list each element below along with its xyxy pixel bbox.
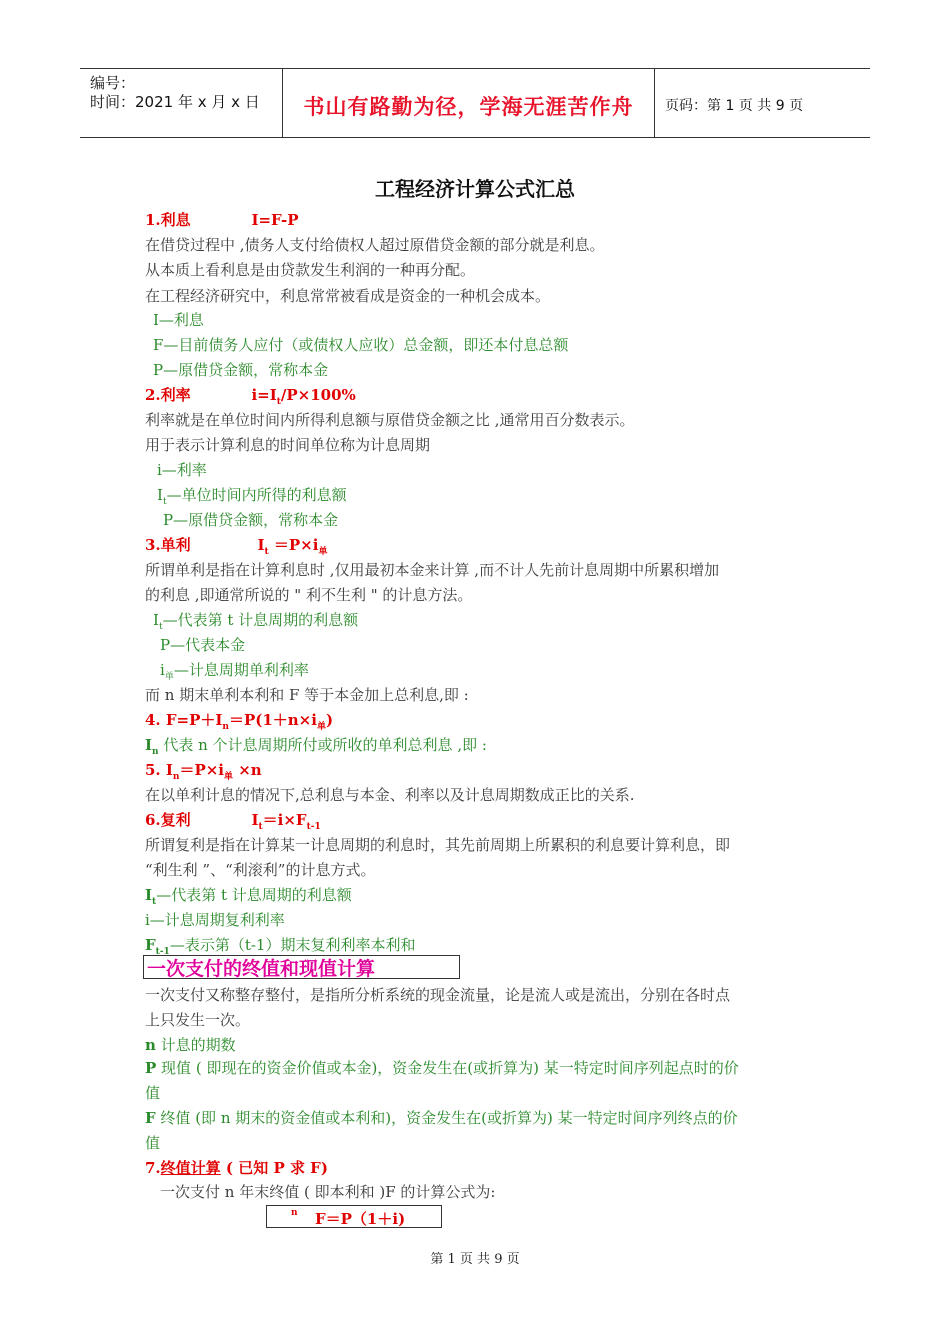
s5-para-1: 在以单利计息的情况下,总利息与本金、利率以及计息周期数成正比的关系.	[145, 786, 635, 804]
s4-def-in: $I_n$ 代表 n 个计息周期所付或所收的单利总利息 ,即 :	[145, 736, 487, 757]
s2-formula: $i=I_t/P\times 100\%$	[251, 386, 356, 407]
s2-para-2: 用于表示计算利息的时间单位称为计息周期	[145, 436, 431, 454]
s1-def-f: F—目前债务人应付（或债权人应收）总金额，即还本付息总额	[153, 336, 569, 354]
s7-para-1: 一次支付 n 年末终值 ( 即本利和 )F 的计算公式为:	[160, 1183, 496, 1201]
section-heading: 一次支付的终值和现值计算	[147, 958, 376, 980]
s3-para-3: 而 n 期末单利本利和 F 等于本金加上总利息,即 :	[145, 686, 469, 704]
s1-formula: I=F-P	[251, 211, 299, 229]
s2-def-it: $I_t—$单位时间内所得的利息额	[157, 486, 347, 507]
s6-def-ft1: $F_{t-1}—$表示第（t-1）期末复利利率本利和	[145, 936, 416, 957]
s3-def-it: $I_t—$代表第 t 计息周期的利息额	[153, 611, 359, 632]
s1-heading-line	[145, 210, 299, 230]
final-formula: F＝P（1＋i) $^n$	[291, 1208, 406, 1228]
sec7-def-f: F 终值 (即 n 期末的资金值或本利和)，资金发生在(或折算为) 某一特定时间序列终点的价	[145, 1109, 738, 1127]
s4-formula: 4. $F=P+I_n=P(1+n\times i_单)$	[145, 711, 334, 732]
s5-formula: 5. $I_n=P\times i_单 \times n$	[145, 761, 262, 782]
s3-formula: $I_t =P\times i_单$	[257, 536, 328, 557]
s3-heading-line	[145, 535, 327, 562]
page-info: 页码：第 1 页 共 9 页	[665, 98, 804, 114]
s3-def-p: P—代表本金	[160, 636, 246, 654]
sec7-def-n: n 计息的期数	[145, 1036, 236, 1054]
motto: 书山有路勤为径，学海无涯苦作舟	[303, 95, 634, 119]
s1-def-i: I—利息	[153, 311, 204, 329]
s6-formula: $I_t=i\times F_{t-1}$	[251, 811, 321, 832]
s6-heading-line	[145, 810, 321, 837]
header-page-cell	[655, 69, 870, 137]
s1-def-p: P—原借贷金额，常称本金	[153, 361, 329, 379]
header-meta-cell	[80, 69, 283, 137]
s1-para-3: 在工程经济研究中，利息常常被看成是资金的一种机会成本。	[145, 287, 551, 305]
s7-heading: 7.终值计算 ( 已知 P 求 F)	[145, 1159, 328, 1177]
s6-def-it: $I_t—$代表第 t 计息周期的利息额	[145, 886, 352, 907]
s6-def-i: i—计息周期复利利率	[145, 911, 285, 929]
sec7-def-p-cont: 值	[145, 1084, 161, 1102]
s2-heading: 2.利率	[145, 386, 191, 404]
date-label: 时间：2021 年 x 月 x 日	[90, 93, 260, 111]
s3-def-i: $i_单—$计息周期单利利率	[160, 661, 309, 682]
s1-heading: 1.利息	[145, 211, 191, 229]
s2-def-p: P—原借贷金额，常称本金	[163, 511, 339, 529]
s2-para-1: 利率就是在单位时间内所得利息额与原借贷金额之比 ,通常用百分数表示。	[145, 411, 635, 429]
sec7-def-p: P 现值 ( 即现在的资金价值或本金)，资金发生在(或折算为) 某一特定时间序列起点时的价	[145, 1059, 739, 1077]
s3-para-2: 的利息 ,即通常所说的 " 利不生利 " 的计息方法。	[145, 586, 473, 604]
final-formula-box	[266, 1205, 442, 1228]
header-table	[80, 68, 870, 138]
s6-para-2: “利生利 ”、“利滚利”的计息方式。	[145, 861, 376, 879]
s1-para-1: 在借贷过程中 ,债务人支付给债权人超过原借贷金额的部分就是利息。	[145, 236, 605, 254]
sec7-def-f-cont: 值	[145, 1134, 161, 1152]
s2-def-i: i—利率	[157, 461, 207, 479]
number-label: 编号：	[90, 74, 136, 92]
section-heading-box	[143, 955, 460, 979]
s3-para-1: 所谓单利是指在计算利息时 ,仅用最初本金来计算 ,而不计人先前计息周期中所累积增加	[145, 561, 720, 579]
document-title: 工程经济计算公式汇总	[375, 177, 575, 201]
page-footer: 第 1 页 共 9 页	[430, 1252, 520, 1267]
sec7-para-1: 一次支付又称整存整付，是指所分析系统的现金流量，论是流人或是流出，分别在各时点	[145, 986, 731, 1004]
s2-heading-line	[145, 385, 356, 412]
s1-para-2: 从本质上看利息是由贷款发生利润的一种再分配。	[145, 261, 476, 279]
header-motto-cell	[283, 69, 655, 137]
s6-heading: 6.复利	[145, 811, 191, 829]
s3-heading: 3.单利	[145, 536, 191, 554]
s6-para-1: 所谓复利是指在计算某一计息周期的利息时，其先前周期上所累积的利息要计算利息，即	[145, 836, 731, 854]
sec7-para-2: 上只发生一次。	[145, 1011, 251, 1029]
